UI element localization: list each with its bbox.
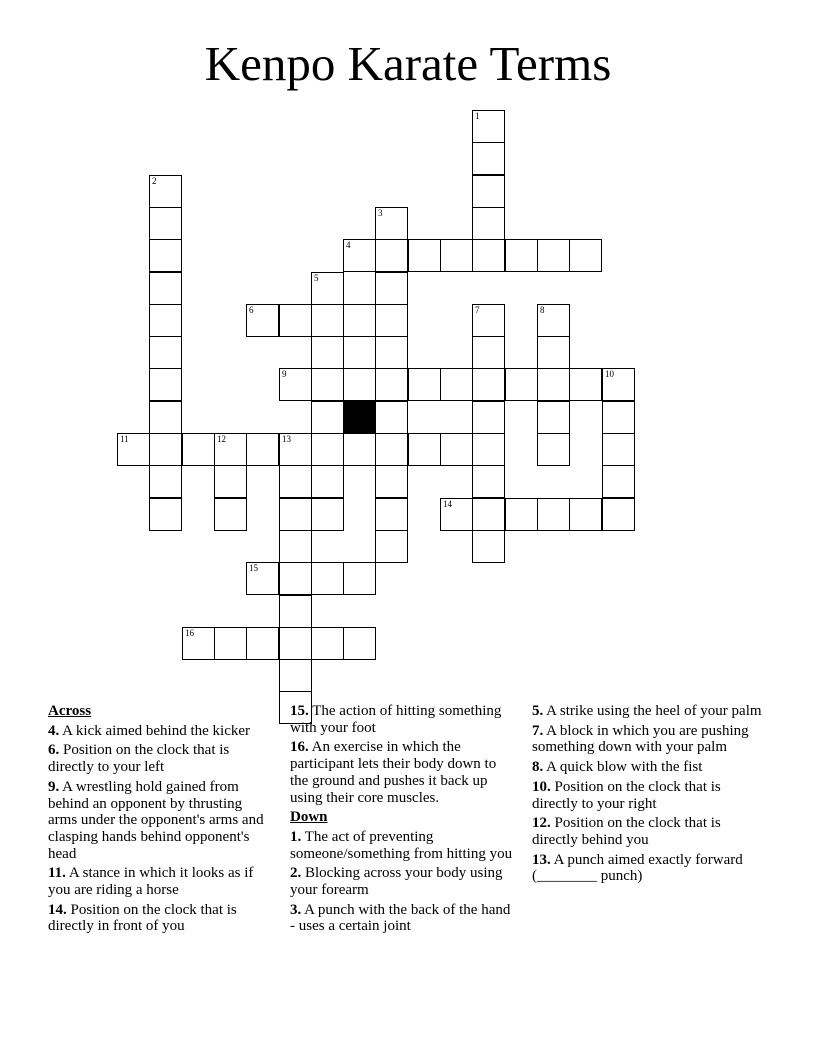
grid-cell[interactable] xyxy=(440,368,473,401)
clue-number: 1. xyxy=(290,828,302,845)
grid-cell[interactable] xyxy=(408,368,441,401)
clue-item xyxy=(532,759,762,776)
grid-cell[interactable] xyxy=(440,239,473,272)
grid-cell[interactable] xyxy=(537,336,570,369)
grid-cell[interactable] xyxy=(569,368,602,401)
grid-cell[interactable] xyxy=(246,304,279,337)
clue-item xyxy=(290,739,518,806)
clue-item xyxy=(290,902,518,935)
grid-cell[interactable] xyxy=(279,659,312,692)
clue-text: A quick blow with the fist xyxy=(543,759,703,776)
down-heading: Down xyxy=(290,809,328,826)
grid-cell[interactable] xyxy=(569,498,602,531)
grid-cell[interactable] xyxy=(311,272,344,305)
grid-cell[interactable] xyxy=(375,465,408,498)
grid-cell[interactable] xyxy=(343,562,376,595)
grid-cell[interactable] xyxy=(311,433,344,466)
grid-cell[interactable] xyxy=(537,368,570,401)
clue-number: 4. xyxy=(48,722,60,739)
clue-item xyxy=(532,779,762,812)
cell-number: 12 xyxy=(217,434,226,444)
clue-number: 10. xyxy=(532,778,551,795)
clue-text: A stance in which it looks as if you are riding a horse xyxy=(48,865,254,899)
grid-cell[interactable] xyxy=(537,498,570,531)
clue-text: A block in which you are pushing something down with your palm xyxy=(532,722,749,756)
grid-cell[interactable] xyxy=(505,498,538,531)
grid-cell[interactable] xyxy=(149,239,182,272)
grid-cell[interactable] xyxy=(279,595,312,628)
grid-cell[interactable] xyxy=(602,433,635,466)
grid-cell[interactable] xyxy=(214,627,247,660)
clue-text: The act of preventing someone/something from hitting you xyxy=(290,828,513,862)
clue-text: A punch aimed exactly forward (________ punch) xyxy=(532,851,743,885)
clue-text: A kick aimed behind the kicker xyxy=(59,722,251,739)
clue-item xyxy=(532,723,762,756)
clue-item xyxy=(532,815,762,848)
grid-cell[interactable] xyxy=(311,562,344,595)
grid-cell[interactable] xyxy=(311,336,344,369)
clue-column-2 xyxy=(290,703,518,938)
grid-cell[interactable] xyxy=(440,433,473,466)
cell-number: 4 xyxy=(346,240,351,250)
grid-cell[interactable] xyxy=(505,368,538,401)
clue-column-3 xyxy=(532,703,762,888)
grid-cell[interactable] xyxy=(311,498,344,531)
clue-item xyxy=(532,852,762,885)
clue-item xyxy=(48,723,270,740)
grid-cell[interactable] xyxy=(408,239,441,272)
grid-cell[interactable] xyxy=(149,304,182,337)
clue-item xyxy=(532,703,762,720)
grid-cell[interactable] xyxy=(472,304,505,337)
clue-number: 2. xyxy=(290,865,302,882)
cell-number: 16 xyxy=(185,628,194,638)
grid-cell[interactable] xyxy=(472,433,505,466)
grid-cell[interactable] xyxy=(279,627,312,660)
grid-cell[interactable] xyxy=(214,498,247,531)
grid-cell[interactable] xyxy=(311,627,344,660)
grid-cell[interactable] xyxy=(472,239,505,272)
grid-cell[interactable] xyxy=(279,530,312,563)
clue-item xyxy=(48,902,270,935)
grid-cell[interactable] xyxy=(602,498,635,531)
grid-cell[interactable] xyxy=(149,401,182,434)
clue-text: Position on the clock that is directly behind you xyxy=(532,815,721,848)
cell-number: 2 xyxy=(152,176,157,186)
clue-number: 14. xyxy=(48,901,67,918)
grid-cell[interactable] xyxy=(375,336,408,369)
clue-number: 3. xyxy=(290,901,302,918)
grid-cell[interactable] xyxy=(279,433,312,466)
clue-item xyxy=(48,779,270,863)
clue-item xyxy=(290,703,518,736)
cell-number: 11 xyxy=(120,434,129,444)
across-heading: Across xyxy=(48,703,92,719)
grid-cell[interactable] xyxy=(149,207,182,240)
grid-cell[interactable] xyxy=(375,304,408,337)
grid-cell[interactable] xyxy=(246,433,279,466)
cell-number: 9 xyxy=(282,369,287,379)
clue-text: A strike using the heel of your palm xyxy=(543,703,762,719)
clue-number: 15. xyxy=(290,703,309,719)
grid-cell[interactable] xyxy=(246,627,279,660)
grid-cell[interactable] xyxy=(505,239,538,272)
grid-cell[interactable] xyxy=(149,175,182,208)
grid-cell[interactable] xyxy=(149,433,182,466)
grid-cell[interactable] xyxy=(375,401,408,434)
grid-cell[interactable] xyxy=(214,465,247,498)
grid-cell[interactable] xyxy=(537,239,570,272)
grid-cell[interactable] xyxy=(537,433,570,466)
cell-number: 6 xyxy=(249,305,254,315)
grid-cell[interactable] xyxy=(343,433,376,466)
clue-number: 5. xyxy=(532,703,544,719)
grid-cell[interactable] xyxy=(279,368,312,401)
clue-number: 16. xyxy=(290,739,309,756)
grid-cell[interactable] xyxy=(279,304,312,337)
grid-cell[interactable] xyxy=(117,433,150,466)
grid-cell[interactable] xyxy=(149,465,182,498)
grid-cell[interactable] xyxy=(375,530,408,563)
clue-text: A wrestling hold gained from behind an opponent by thrusting arms under the opponent's arms and clasping hands behind opponent's head xyxy=(48,778,264,862)
grid-cell[interactable] xyxy=(279,562,312,595)
clue-item xyxy=(48,865,270,898)
grid-cell[interactable] xyxy=(472,207,505,240)
cell-number: 15 xyxy=(249,563,258,573)
grid-cell[interactable] xyxy=(537,304,570,337)
grid-cell[interactable] xyxy=(472,368,505,401)
grid-cell[interactable] xyxy=(472,110,505,143)
grid-cell[interactable] xyxy=(472,465,505,498)
grid-cell[interactable] xyxy=(149,272,182,305)
clue-number: 8. xyxy=(532,759,544,776)
grid-cell[interactable] xyxy=(149,336,182,369)
grid-cell[interactable] xyxy=(440,498,473,531)
grid-cell[interactable] xyxy=(472,142,505,175)
clue-item xyxy=(290,865,518,898)
cell-number: 14 xyxy=(443,499,452,509)
grid-cell[interactable] xyxy=(602,401,635,434)
grid-cell[interactable] xyxy=(343,627,376,660)
clue-text: Blocking across your body using your forearm xyxy=(290,865,503,899)
grid-cell[interactable] xyxy=(472,336,505,369)
grid-cell[interactable] xyxy=(472,498,505,531)
clue-text: A punch with the back of the hand - uses a certain joint xyxy=(290,901,511,935)
clue-text: The action of hitting something with your foot xyxy=(290,703,502,736)
clue-text: Position on the clock that is directly to your right xyxy=(532,778,721,812)
cell-number: 10 xyxy=(605,369,614,379)
grid-cell[interactable] xyxy=(375,433,408,466)
grid-cell[interactable] xyxy=(311,401,344,434)
grid-cell[interactable] xyxy=(343,368,376,401)
grid-cell[interactable] xyxy=(569,239,602,272)
grid-cell[interactable] xyxy=(375,239,408,272)
grid-cell[interactable] xyxy=(311,304,344,337)
cell-number: 13 xyxy=(282,434,291,444)
grid-cell[interactable] xyxy=(375,368,408,401)
grid-cell[interactable] xyxy=(375,272,408,305)
grid-cell[interactable] xyxy=(246,562,279,595)
clue-text: An exercise in which the participant lets their body down to the ground and pushes it back up using their core muscles. xyxy=(290,739,497,806)
grid-cell[interactable] xyxy=(408,433,441,466)
grid-cell[interactable] xyxy=(182,433,215,466)
clue-column-1 xyxy=(48,703,270,938)
grid-cell[interactable] xyxy=(149,498,182,531)
clue-number: 6. xyxy=(48,742,60,759)
clue-number: 11. xyxy=(48,865,66,882)
grid-cell[interactable] xyxy=(375,498,408,531)
grid-cell[interactable] xyxy=(472,530,505,563)
grid-cell[interactable] xyxy=(343,304,376,337)
clue-item xyxy=(48,742,270,775)
grid-cell[interactable] xyxy=(472,175,505,208)
grid-cell[interactable] xyxy=(537,401,570,434)
grid-cell[interactable] xyxy=(472,401,505,434)
grid-cell[interactable] xyxy=(279,465,312,498)
grid-cell[interactable] xyxy=(279,498,312,531)
grid-cell[interactable] xyxy=(343,239,376,272)
clue-item xyxy=(290,829,518,862)
clue-number: 12. xyxy=(532,815,551,832)
cell-number: 1 xyxy=(475,111,480,121)
clue-number: 7. xyxy=(532,722,544,739)
grid-cell[interactable] xyxy=(149,368,182,401)
cell-number: 5 xyxy=(314,273,319,283)
clue-text: Position on the clock that is directly to your left xyxy=(48,742,230,776)
grid-cell[interactable] xyxy=(602,465,635,498)
grid-block xyxy=(343,401,376,434)
clue-number: 9. xyxy=(48,778,60,795)
cell-number: 7 xyxy=(475,305,480,315)
page-title: Kenpo Karate Terms xyxy=(204,36,612,91)
cell-number: 8 xyxy=(540,305,545,315)
grid-cell[interactable] xyxy=(214,433,247,466)
grid-cell[interactable] xyxy=(182,627,215,660)
clue-number: 13. xyxy=(532,851,551,868)
grid-cell[interactable] xyxy=(311,465,344,498)
grid-cell[interactable] xyxy=(311,368,344,401)
grid-cell[interactable] xyxy=(602,368,635,401)
grid-cell[interactable] xyxy=(375,207,408,240)
clue-text: Position on the clock that is directly in front of you xyxy=(48,901,237,935)
cell-number: 3 xyxy=(378,208,383,218)
